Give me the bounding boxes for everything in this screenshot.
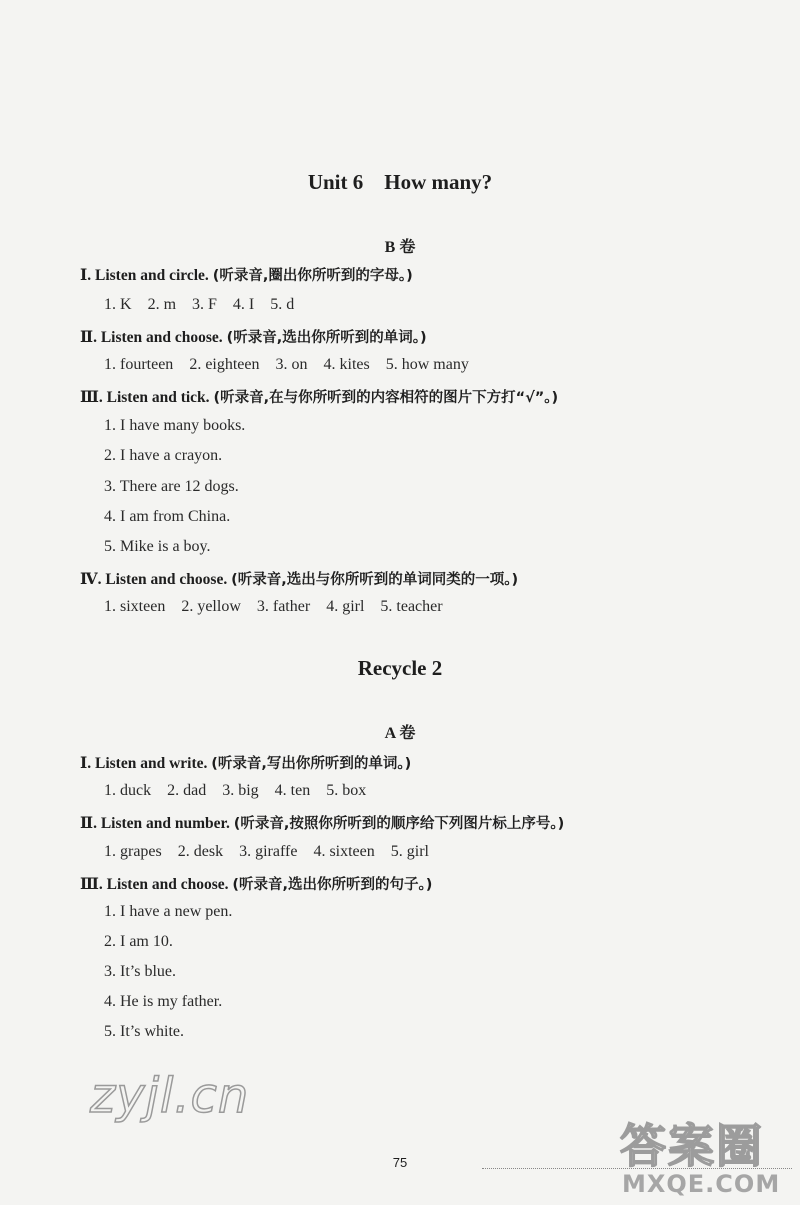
answer-item: 2. eighteen bbox=[189, 356, 260, 373]
sentence-line: 4. He is my father. bbox=[104, 993, 223, 1010]
answer-item: 1. sixteen bbox=[104, 598, 166, 615]
answer-item: 2. dad bbox=[167, 782, 207, 799]
answer-item: 5. teacher bbox=[380, 598, 443, 615]
sentence-line: 1. I have many books. bbox=[104, 417, 246, 434]
watermark-stamp-text: 答案圈 bbox=[620, 1119, 764, 1173]
answer-row bbox=[104, 296, 306, 314]
watermark-stamp-url: MXQE.COM bbox=[622, 1170, 781, 1198]
answer-item: 5. girl bbox=[390, 843, 429, 860]
page-number: 75 bbox=[392, 1155, 408, 1170]
watermark-stamp bbox=[620, 1110, 795, 1200]
answer-item: 5. how many bbox=[385, 356, 469, 373]
question-label: Ⅰ. Listen and write. bbox=[80, 755, 208, 772]
sentence-line: 2. I am 10. bbox=[104, 933, 173, 950]
answer-item: 3. giraffe bbox=[239, 843, 298, 860]
answer-row bbox=[104, 598, 455, 616]
answer-item: 4. sixteen bbox=[313, 843, 375, 860]
answer-row bbox=[104, 356, 481, 374]
question-label: Ⅳ. Listen and choose. bbox=[80, 571, 228, 588]
answer-item: 1. duck bbox=[104, 782, 152, 799]
question-instruction: (听录音,在与你所听到的内容相符的图片下方打“√”。) bbox=[213, 390, 559, 406]
question-instruction: (听录音,按照你所听到的顺序给下列图片标上序号。) bbox=[233, 816, 565, 832]
question-instruction: (听录音,圈出你所听到的字母。) bbox=[212, 268, 413, 284]
watermark-logo: zyjl.cn bbox=[90, 1068, 250, 1124]
question-heading bbox=[80, 386, 558, 407]
answer-item: 3. on bbox=[275, 356, 308, 373]
section-label: B 卷 bbox=[384, 239, 416, 256]
answer-item: 3. F bbox=[192, 296, 217, 313]
unit-title: Recycle 2 bbox=[357, 656, 443, 680]
question-heading bbox=[80, 873, 432, 894]
answer-row bbox=[104, 843, 441, 861]
answer-item: 2. yellow bbox=[181, 598, 241, 615]
answer-item: 2. m bbox=[147, 296, 177, 313]
question-label: Ⅲ. Listen and choose. bbox=[80, 876, 229, 893]
answer-item: 4. I bbox=[232, 296, 255, 313]
question-instruction: (听录音,选出你所听到的单词。) bbox=[226, 330, 427, 346]
question-label: Ⅲ. Listen and tick. bbox=[80, 389, 210, 406]
answer-item: 4. kites bbox=[323, 356, 370, 373]
question-heading bbox=[80, 812, 564, 833]
question-instruction: (听录音,写出你所听到的单词。) bbox=[211, 756, 412, 772]
question-label: Ⅰ. Listen and circle. bbox=[80, 267, 209, 284]
question-heading bbox=[80, 264, 413, 285]
question-heading bbox=[80, 326, 427, 347]
answer-item: 1. K bbox=[104, 296, 132, 313]
answer-item: 5. box bbox=[326, 782, 367, 799]
answer-row bbox=[104, 782, 378, 800]
sentence-line: 3. It’s blue. bbox=[104, 963, 176, 980]
answer-item: 4. ten bbox=[274, 782, 311, 799]
question-heading bbox=[80, 752, 411, 773]
section-label: A 卷 bbox=[384, 725, 416, 742]
answer-item: 4. girl bbox=[326, 598, 365, 615]
sentence-line: 5. Mike is a boy. bbox=[104, 538, 211, 555]
answer-item: 2. desk bbox=[177, 843, 224, 860]
question-label: Ⅱ. Listen and number. bbox=[80, 815, 230, 832]
unit-title: Unit 6 How many? bbox=[307, 170, 493, 194]
answer-item: 3. father bbox=[256, 598, 311, 615]
sentence-line: 5. It’s white. bbox=[104, 1023, 184, 1040]
sentence-line: 1. I have a new pen. bbox=[104, 903, 233, 920]
answer-item: 1. grapes bbox=[104, 843, 162, 860]
question-heading bbox=[80, 568, 518, 589]
sentence-line: 4. I am from China. bbox=[104, 508, 231, 525]
answer-item: 1. fourteen bbox=[104, 356, 174, 373]
answer-item: 5. d bbox=[270, 296, 295, 313]
sentence-line: 2. I have a crayon. bbox=[104, 447, 223, 464]
sentence-line: 3. There are 12 dogs. bbox=[104, 478, 239, 495]
answer-item: 3. big bbox=[222, 782, 259, 799]
question-instruction: (听录音,选出与你所听到的单词同类的一项。) bbox=[231, 572, 519, 588]
question-instruction: (听录音,选出你所听到的句子。) bbox=[232, 877, 433, 893]
question-label: Ⅱ. Listen and choose. bbox=[80, 329, 223, 346]
